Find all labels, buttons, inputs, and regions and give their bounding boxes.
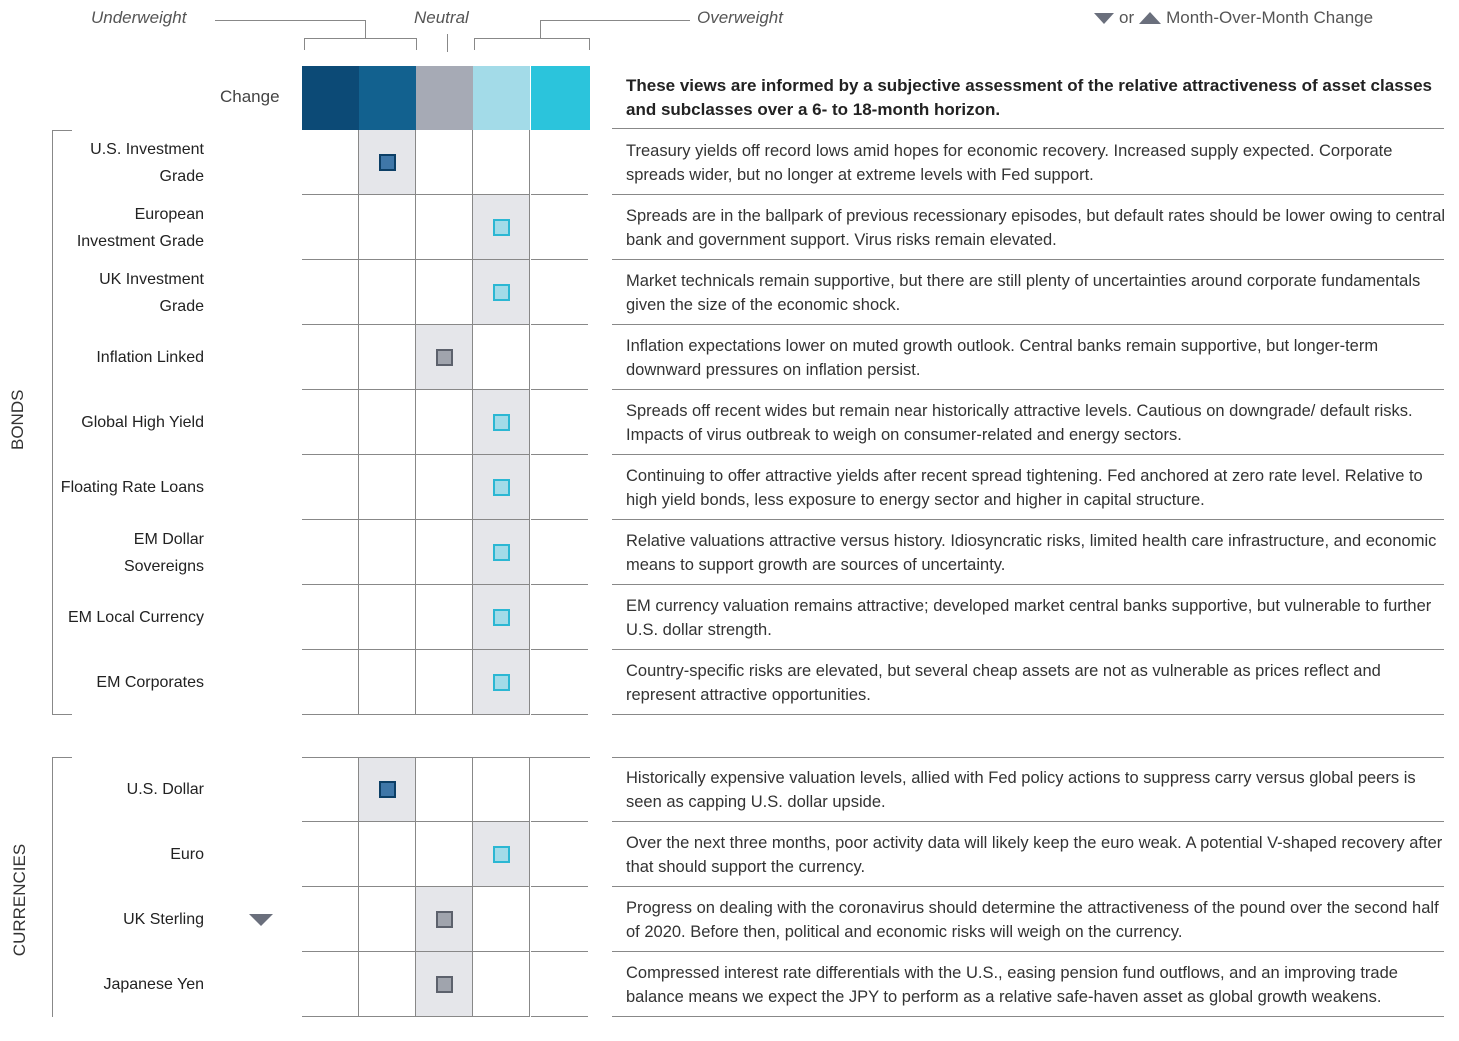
grid-cell — [302, 260, 359, 325]
scale-swatch — [359, 66, 416, 130]
row-label: Inflation Linked — [96, 349, 204, 366]
row-description: Progress on dealing with the coronavirus should determine the attractiveness of the pound over the second half of 2020. Before then, political and economic risks will weigh on the currency. — [626, 898, 1439, 941]
position-marker — [493, 846, 510, 863]
legend-line — [215, 20, 365, 21]
scale-swatch — [302, 66, 359, 130]
grid-cell — [302, 325, 359, 390]
legend-bracket — [304, 38, 305, 50]
row-description: Market technicals remain supportive, but there are still plenty of uncertainties around corporate fundamentals given the size of the economic shock. — [626, 271, 1421, 314]
legend-bracket — [589, 38, 590, 50]
change-legend — [1093, 8, 1373, 28]
grid-cell — [473, 887, 530, 952]
grid-cell — [416, 130, 473, 195]
grid-cell — [531, 195, 588, 260]
grid-cell — [359, 260, 416, 325]
grid-cell — [302, 585, 359, 650]
row-description: Inflation expectations lower on muted growth outlook. Central banks remain supportive, but longer-term downward pressures on inflation persist. — [626, 336, 1379, 379]
legend-or: or — [1119, 8, 1135, 27]
grid-cell — [359, 195, 416, 260]
row-label: Floating Rate Loans — [60, 479, 204, 496]
legend-neutral: Neutral — [414, 8, 469, 27]
position-marker — [379, 781, 396, 798]
grid-cell — [302, 130, 359, 195]
grid-cell — [416, 455, 473, 520]
legend-line — [540, 20, 690, 21]
grid-cell — [416, 520, 473, 585]
down-arrow-icon — [1093, 11, 1115, 25]
row-description: Spreads off recent wides but remain near historically attractive levels. Cautious on downgrade/ default risks. Impacts of virus outbreak to weigh on consumer-related and energy sectors. — [626, 401, 1413, 444]
grid-cell — [531, 757, 588, 822]
legend-bracket — [474, 38, 589, 39]
legend-line — [447, 34, 448, 52]
row-description: Country-specific risks are elevated, but several cheap assets are not as vulnerable as prices reflect and represent attractive opportunities. — [626, 661, 1381, 704]
grid-cell — [359, 325, 416, 390]
grid-cell — [531, 455, 588, 520]
position-marker — [436, 349, 453, 366]
row-label: Global High Yield — [81, 414, 204, 431]
row-description: Continuing to offer attractive yields after recent spread tightening. Fed anchored at zero rate level. Relative to high yield bonds, less exposure to energy sector and higher in capital structure. — [626, 466, 1423, 509]
grid-cell — [302, 822, 359, 887]
row-label: EM Corporates — [96, 674, 204, 691]
grid-cell — [416, 650, 473, 715]
legend-bracket — [416, 38, 417, 50]
grid-cell — [416, 390, 473, 455]
row-description: Relative valuations attractive versus history. Idiosyncratic risks, limited health care infrastructure, and economic means to support growth are sources of uncertainty. — [626, 531, 1437, 574]
grid-cell — [473, 130, 530, 195]
row-label: UK Investment Grade — [99, 270, 204, 315]
row-label: UK Sterling — [123, 911, 204, 928]
grid-cell — [359, 455, 416, 520]
grid-cell — [359, 650, 416, 715]
grid-cell — [531, 325, 588, 390]
position-marker — [493, 479, 510, 496]
grid-cell — [531, 260, 588, 325]
row-label: U.S. Dollar — [126, 781, 204, 798]
grid-cell — [416, 260, 473, 325]
grid-cell — [473, 325, 530, 390]
position-marker — [493, 674, 510, 691]
grid-cell — [531, 520, 588, 585]
grid-cell — [359, 520, 416, 585]
legend-line — [365, 20, 366, 38]
grid-cell — [302, 390, 359, 455]
row-label: Japanese Yen — [103, 976, 204, 993]
grid-cell — [531, 822, 588, 887]
legend-bracket — [304, 38, 417, 39]
row-label: EM Local Currency — [67, 609, 204, 626]
grid-cell — [531, 585, 588, 650]
row-description: EM currency valuation remains attractive; developed market central banks supportive, but vulnerable to further U.S. dollar strength. — [626, 596, 1432, 639]
grid-cell — [302, 757, 359, 822]
row-description: Spreads are in the ballpark of previous recessionary episodes, but default rates should be lower owing to central bank and government support. Virus risks remain elevated. — [626, 206, 1446, 249]
divider — [612, 714, 1444, 715]
row-description: Over the next three months, poor activity data will likely keep the euro weak. A potential V-shaped recovery after that should support the currency. — [626, 833, 1443, 876]
grid-cell — [531, 952, 588, 1017]
grid-border — [302, 757, 590, 758]
grid-cell — [302, 952, 359, 1017]
grid-cell — [416, 585, 473, 650]
row-label: U.S. Investment Grade — [90, 140, 204, 185]
grid-cell — [302, 455, 359, 520]
row-label: EM Dollar Sovereigns — [123, 530, 204, 575]
legend-overweight: Overweight — [697, 8, 783, 27]
legend-underweight: Underweight — [91, 8, 187, 27]
section-label: CURRENCIES — [10, 843, 29, 957]
grid-cell — [531, 887, 588, 952]
position-marker — [493, 219, 510, 236]
row-description: Compressed interest rate differentials with the U.S., easing pension fund outflows, and an improving trade balance means we expect the JPY to perform as a relative safe-haven asset as global growth weakens. — [626, 963, 1398, 1006]
position-marker — [493, 609, 510, 626]
grid-cell — [302, 195, 359, 260]
legend-bracket — [474, 38, 475, 50]
grid-cell — [302, 650, 359, 715]
position-marker — [493, 284, 510, 301]
grid-cell — [531, 130, 588, 195]
grid-cell — [359, 952, 416, 1017]
section-label: BONDS — [8, 389, 27, 450]
grid-cell — [359, 585, 416, 650]
row-description: Historically expensive valuation levels, allied with Fed policy actions to suppress carry versus global peers is seen as capping U.S. dollar upside. — [626, 768, 1416, 811]
row-label: Euro — [170, 846, 204, 863]
position-marker — [493, 544, 510, 561]
row-description: Treasury yields off record lows amid hopes for economic recovery. Increased supply expected. Corporate spreads wider, but no longer at extreme levels with Fed support. — [626, 141, 1393, 184]
grid-cell — [359, 390, 416, 455]
grid-cell — [302, 520, 359, 585]
grid-cell — [531, 390, 588, 455]
position-marker — [493, 414, 510, 431]
grid-cell — [531, 650, 588, 715]
position-marker — [379, 154, 396, 171]
scale-swatch — [531, 66, 590, 130]
divider — [612, 1016, 1444, 1017]
scale-swatch — [416, 66, 473, 130]
grid-cell — [359, 887, 416, 952]
intro-text: These views are informed by a subjective assessment of the relative attractiveness of asset classes and subclasses over a 6- to 18-month horizon. — [626, 76, 1433, 119]
legend-line — [540, 20, 541, 38]
legend-change-text: Month-Over-Month Change — [1166, 8, 1374, 27]
scale-swatch — [473, 66, 530, 130]
position-marker — [436, 976, 453, 993]
divider — [612, 128, 1444, 129]
grid-cell — [473, 952, 530, 1017]
up-arrow-icon — [1138, 11, 1162, 25]
grid-cell — [416, 757, 473, 822]
grid-cell — [359, 822, 416, 887]
change-label: Change — [220, 87, 280, 106]
position-marker — [436, 911, 453, 928]
grid-cell — [302, 887, 359, 952]
grid-cell — [473, 757, 530, 822]
change-down-arrow-icon — [248, 913, 274, 927]
grid-cell — [416, 822, 473, 887]
grid-cell — [416, 195, 473, 260]
row-label: European Investment Grade — [76, 205, 204, 250]
